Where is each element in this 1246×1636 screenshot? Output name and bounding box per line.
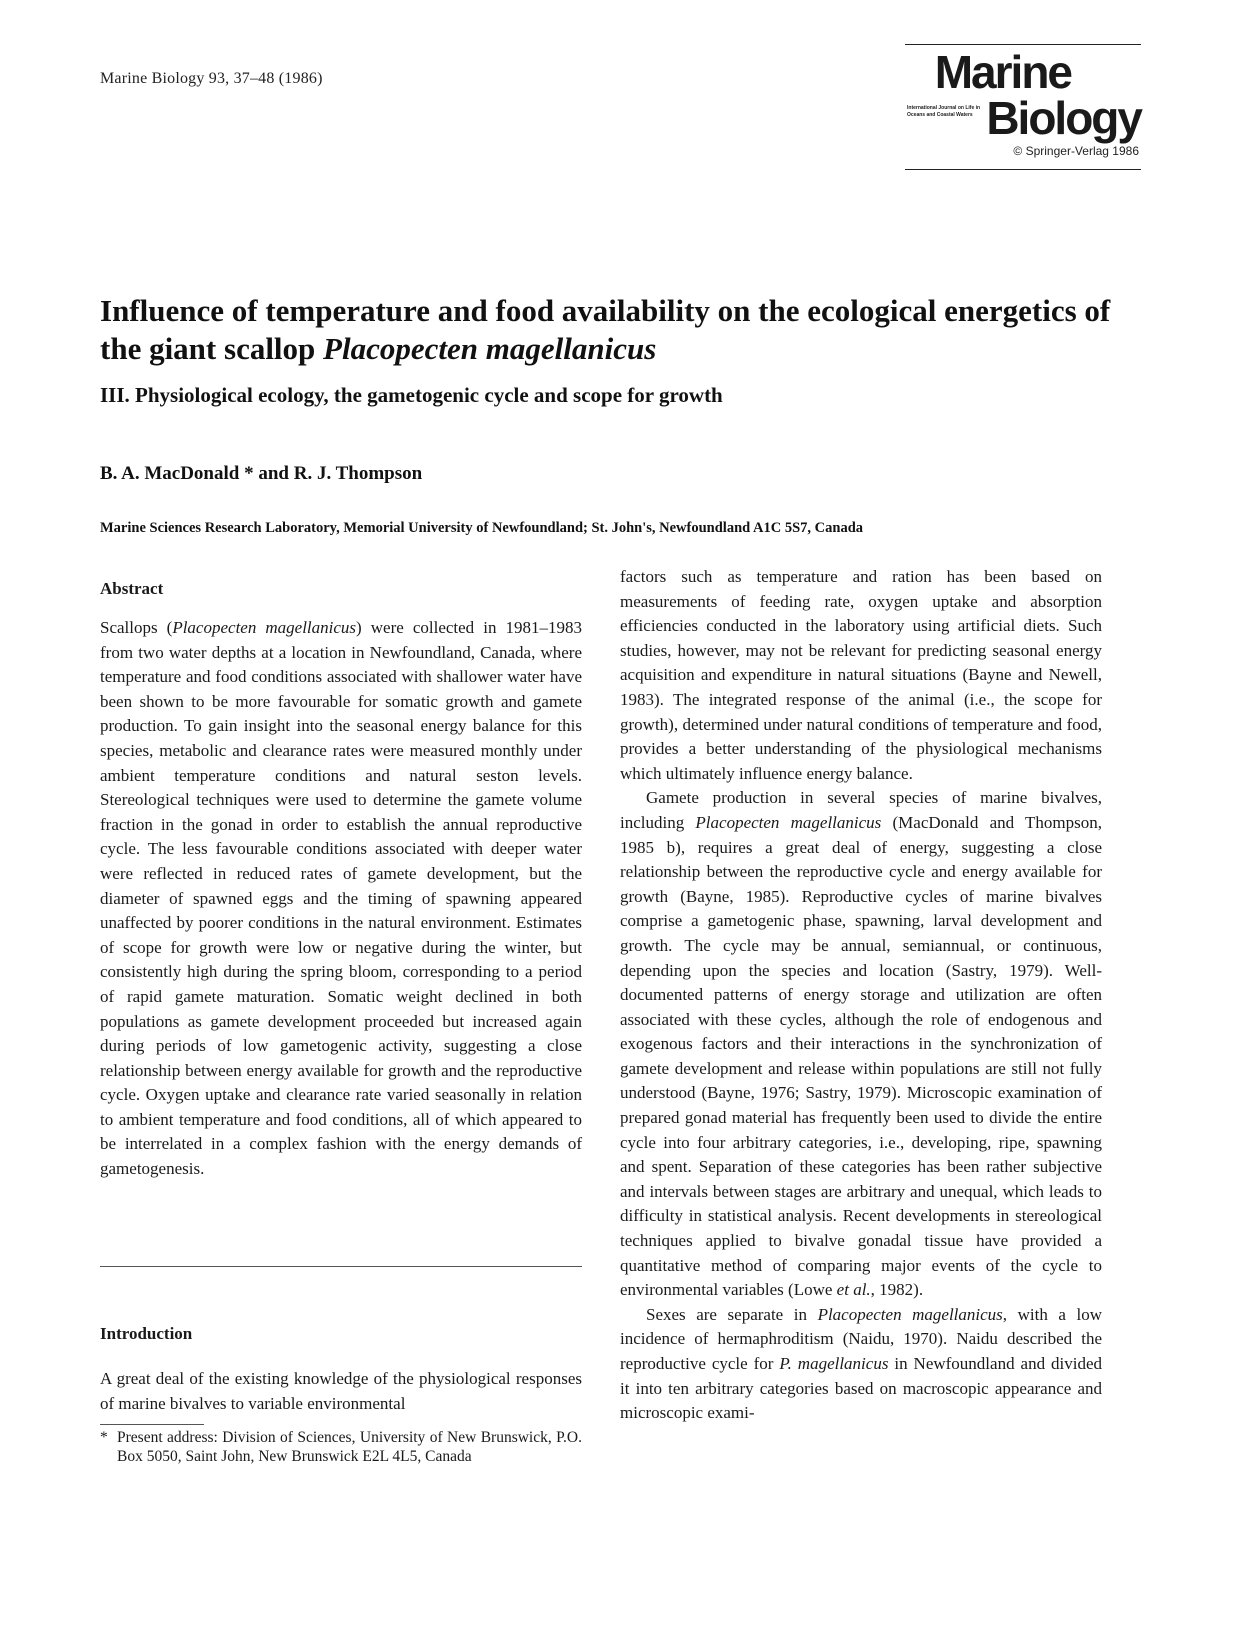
footnote-text: Present address: Division of Sciences, University of New Brunswick, P.O. Box 5050, Saint John, New Brunswick E2L 4L5, Canada	[117, 1429, 582, 1465]
abstract-body: ) were collected in 1981–1983 from two water depths at a location in Newfoundland, Canada, where temperature and food conditions associated with shallower water have been shown to be more favourable for somatic growth and gamete production. To gain insight into the seasonal energy balance for this species, metabolic and clearance rates were measured monthly under ambient temperature conditions and natural seston levels. Stereological techniques were used to determine the gamete volume fraction in the gonad in order to establish the annual reproductive cycle. The less favourable conditions associated with deeper water were reflected in reduced rates of gamete development, but the diameter of spawned eggs and the timing of spawning appeared unaffected by poorer conditions in the natural environment. Estimates of scope for growth were low or negative during the winter, but consistently high during the spring bloom, corresponding to a period of rapid gamete maturation. Somatic weight declined in both populations as gamete development proceeded but increased again during periods of low gametogenic activity, suggesting a close relationship between energy available for growth and the reproductive cycle. Oxygen uptake and clearance rate varied seasonally in relation to ambient temperature and food conditions, all of which appeared to be interrelated in a complex fashion with the energy demands of gametogenesis.	[100, 618, 582, 1179]
footnote	[100, 1428, 582, 1466]
article-affiliation: Marine Sciences Research Laboratory, Memorial University of Newfoundland; St. John's, Newfoundland A1C 5S7, Canada	[100, 520, 864, 536]
introduction-left-text	[100, 1367, 582, 1416]
intro-p3-b: , with a low incidence of hermaphroditism (Naidu, 1970). Naidu described the reproductive cycle for	[620, 1304, 1102, 1373]
intro-p2-species: Placopecten magellanicus	[695, 812, 882, 832]
journal-logo	[905, 44, 1141, 170]
footnote-mark: *	[100, 1429, 108, 1446]
abstract-species: Placopecten magellanicus	[172, 618, 357, 637]
intro-p3-c: in Newfoundland and divided it into ten arbitrary categories based on macroscopic appearance and microscopic exami-	[620, 1354, 1102, 1423]
title-main: Influence of temperature and food availability on the ecological energetics of the giant scallop	[100, 293, 1111, 366]
article-subtitle: III. Physiological ecology, the gametogenic cycle and scope for growth	[100, 383, 723, 407]
logo-biology: Biology	[986, 92, 1141, 144]
article-title	[100, 292, 1140, 368]
intro-p2-etal: et al.	[836, 1280, 871, 1300]
title-species: Placopecten magellanicus	[323, 331, 657, 366]
introduction-heading: Introduction	[100, 1324, 193, 1343]
intro-paragraph-1-start: A great deal of the existing knowledge of the physiological responses of marine bivalves to variable environmental	[100, 1369, 582, 1413]
intro-p2-a: Gamete production in several species of marine bivalves, including	[620, 788, 1102, 832]
abstract-section	[100, 577, 582, 1182]
intro-p2-c: , 1982).	[870, 1280, 924, 1300]
abstract-text	[100, 616, 582, 1182]
logo-marine: Marine	[934, 46, 1071, 98]
abstract-lead: Scallops (	[100, 618, 173, 637]
logo-tagline: International Journal on Life in Oceans and Coastal Waters	[907, 105, 981, 118]
footnote-rule	[100, 1424, 204, 1425]
logo-rule-top	[905, 44, 1141, 45]
article-authors: B. A. MacDonald * and R. J. Thompson	[100, 463, 423, 484]
intro-paragraph-3	[620, 1303, 1102, 1426]
abstract-heading: Abstract	[100, 579, 164, 598]
intro-p2-b: (MacDonald and Thompson, 1985 b), requires a great deal of energy, suggesting a close relationship between the reproductive cycle and energy available for growth (Bayne, 1985). Reproductive cycles of marine bivalves comprise a gametogenic phase, spawning, larval development and growth. The cycle may be annual, semiannual, or continuous, depending upon the species and location (Sastry, 1979). Well-documented patterns of energy storage and utilization are often associated with these cycles, although the role of endogenous and exogenous factors and their interactions in the synchronization of gamete development and release within populations are still not fully understood (Bayne, 1976; Sastry, 1979). Microscopic examination of prepared gonad material has frequently been used to divide the entire cycle into four arbitrary categories, i.e., developing, ripe, spawning and spent. Separation of these categories has been rather subjective and intervals between stages are arbitrary and unequal, which leads to difficulty in statistical analysis. Recent developments in stereological techniques applied to bivalve gonadal tissue have provided a quantitative method of comparing major events of the cycle to environmental variables (Lowe	[620, 812, 1103, 1300]
intro-paragraph-1-cont: factors such as temperature and ration has been based on measurements of feeding rate, oxygen uptake and absorption efficiencies conducted in the laboratory using artificial diets. Such studies, however, may not be relevant for predicting seasonal energy acquisition and expenditure in natural situations (Bayne and Newell, 1983). The integrated response of the animal (i.e., the scope for growth), determined under natural conditions of temperature and food, provides a better understanding of the physiological mechanisms which ultimately influence energy balance.	[620, 567, 1102, 783]
intro-paragraph-2	[620, 786, 1102, 1302]
intro-p3-species2: P. magellanicus	[779, 1354, 889, 1373]
introduction-right-column	[620, 565, 1102, 1426]
logo-rule-bottom	[905, 169, 1141, 170]
intro-p3-species: Placopecten magellanicus	[817, 1304, 1003, 1324]
intro-p3-a: Sexes are separate in	[646, 1304, 818, 1324]
journal-citation: Marine Biology 93, 37–48 (1986)	[100, 70, 323, 87]
logo-copyright: © Springer-Verlag 1986	[1013, 144, 1139, 158]
abstract-divider	[100, 1266, 582, 1267]
